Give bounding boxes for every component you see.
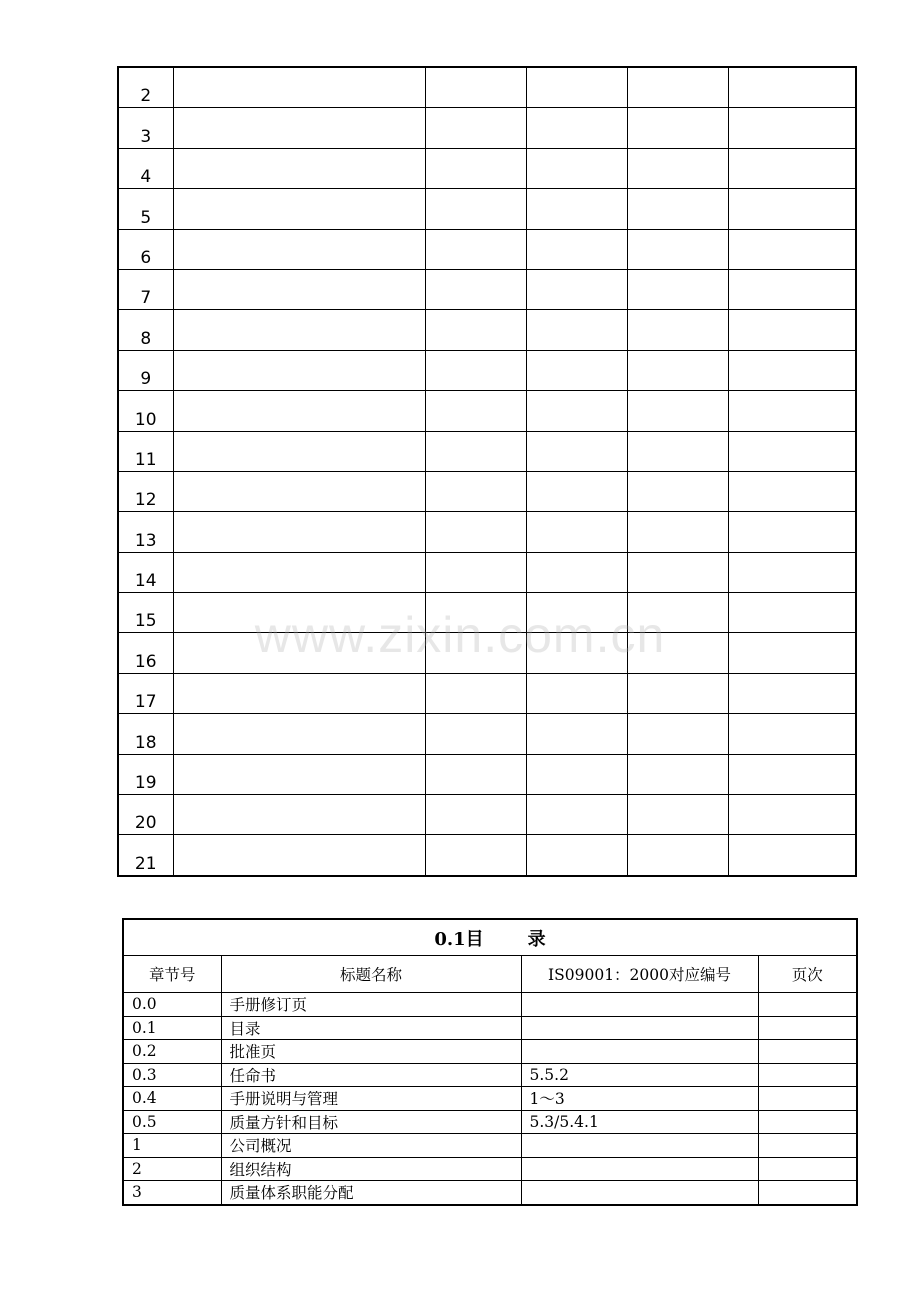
- revision-cell: [425, 431, 526, 471]
- revision-cell: [728, 350, 856, 390]
- row-page: [758, 1181, 857, 1205]
- revision-cell: [728, 471, 856, 511]
- contents-table-body: [123, 993, 857, 1205]
- revision-cell: [526, 189, 627, 229]
- revision-cell: [526, 310, 627, 350]
- revision-cell: [728, 391, 856, 431]
- revision-row-number: 19: [118, 754, 173, 794]
- revision-row-number: 6: [118, 229, 173, 269]
- revision-cell: [173, 67, 425, 108]
- contents-row: [123, 1110, 857, 1134]
- revision-cell: [627, 471, 728, 511]
- revision-cell: [627, 795, 728, 835]
- revision-row-number: 15: [118, 593, 173, 633]
- revision-cell: [526, 754, 627, 794]
- revision-cell: [728, 229, 856, 269]
- revision-cell: [627, 673, 728, 713]
- revision-row: [118, 512, 856, 552]
- revision-cell: [627, 512, 728, 552]
- row-title: 手册修订页: [221, 993, 521, 1017]
- revision-row: [118, 310, 856, 350]
- revision-cell: [425, 795, 526, 835]
- revision-row: [118, 350, 856, 390]
- revision-cell: [728, 673, 856, 713]
- contents-title: [123, 919, 857, 956]
- revision-cell: [526, 633, 627, 673]
- revision-cell: [526, 229, 627, 269]
- revision-cell: [173, 552, 425, 592]
- revision-cell: [627, 835, 728, 876]
- revision-cell: [173, 593, 425, 633]
- revision-row: [118, 67, 856, 108]
- header-section-number: 章节号: [123, 956, 221, 993]
- revision-row-number: 2: [118, 67, 173, 108]
- revision-cell: [173, 431, 425, 471]
- revision-row-number: 21: [118, 835, 173, 876]
- revision-cell: [526, 673, 627, 713]
- revision-cell: [526, 552, 627, 592]
- revision-cell: [173, 835, 425, 876]
- revision-cell: [627, 269, 728, 309]
- revision-row: [118, 148, 856, 188]
- revision-cell: [425, 512, 526, 552]
- revision-cell: [173, 350, 425, 390]
- row-page: [758, 1110, 857, 1134]
- revision-row: [118, 431, 856, 471]
- row-title: 质量体系职能分配: [221, 1181, 521, 1205]
- revision-cell: [425, 754, 526, 794]
- revision-row-number: 17: [118, 673, 173, 713]
- revision-cell: [627, 633, 728, 673]
- revision-cell: [526, 350, 627, 390]
- row-section: 0.3: [123, 1063, 221, 1087]
- revision-cell: [627, 229, 728, 269]
- revision-cell: [526, 471, 627, 511]
- revision-row-number: 5: [118, 189, 173, 229]
- revision-cell: [173, 673, 425, 713]
- contents-title-suffix: 录: [527, 928, 546, 950]
- revision-cell: [425, 633, 526, 673]
- revision-cell: [173, 189, 425, 229]
- revision-cell: [425, 552, 526, 592]
- revision-row: [118, 229, 856, 269]
- revision-cell: [728, 754, 856, 794]
- revision-cell: [425, 269, 526, 309]
- revision-table-body: [118, 67, 856, 876]
- revision-cell: [526, 269, 627, 309]
- revision-row: [118, 189, 856, 229]
- revision-cell: [728, 67, 856, 108]
- row-iso-reference: [521, 1016, 758, 1040]
- revision-cell: [425, 471, 526, 511]
- revision-cell: [627, 391, 728, 431]
- revision-cell: [728, 835, 856, 876]
- revision-cell: [425, 67, 526, 108]
- revision-row-number: 4: [118, 148, 173, 188]
- row-page: [758, 1040, 857, 1064]
- revision-cell: [728, 189, 856, 229]
- row-page: [758, 1016, 857, 1040]
- contents-title-prefix: 0.1目: [434, 928, 484, 950]
- revision-cell: [627, 108, 728, 148]
- revision-cell: [526, 431, 627, 471]
- row-title: 手册说明与管理: [221, 1087, 521, 1111]
- revision-row-number: 20: [118, 795, 173, 835]
- contents-row: [123, 1087, 857, 1111]
- revision-cell: [173, 471, 425, 511]
- revision-row: [118, 754, 856, 794]
- revision-cell: [728, 633, 856, 673]
- revision-cell: [627, 310, 728, 350]
- row-iso-reference: [521, 993, 758, 1017]
- contents-row: [123, 1063, 857, 1087]
- revision-cell: [173, 754, 425, 794]
- revision-row: [118, 108, 856, 148]
- row-title: 批准页: [221, 1040, 521, 1064]
- revision-row: [118, 471, 856, 511]
- revision-cell: [173, 714, 425, 754]
- revision-row: [118, 633, 856, 673]
- revision-row-number: 16: [118, 633, 173, 673]
- revision-cell: [627, 67, 728, 108]
- contents-row: [123, 1134, 857, 1158]
- row-section: 1: [123, 1134, 221, 1158]
- row-title: 目录: [221, 1016, 521, 1040]
- contents-row: [123, 1016, 857, 1040]
- row-page: [758, 1087, 857, 1111]
- revision-cell: [173, 229, 425, 269]
- contents-table: [122, 918, 858, 1206]
- revision-row-number: 9: [118, 350, 173, 390]
- row-title: 质量方针和目标: [221, 1110, 521, 1134]
- revision-cell: [728, 593, 856, 633]
- contents-row: [123, 1040, 857, 1064]
- revision-cell: [627, 714, 728, 754]
- revision-cell: [627, 593, 728, 633]
- contents-header-row: [123, 956, 857, 993]
- revision-row: [118, 795, 856, 835]
- revision-cell: [627, 189, 728, 229]
- row-section: 0.1: [123, 1016, 221, 1040]
- revision-cell: [526, 108, 627, 148]
- row-section: 0.5: [123, 1110, 221, 1134]
- row-section: 0.0: [123, 993, 221, 1017]
- revision-row-number: 8: [118, 310, 173, 350]
- row-iso-reference: 1～3: [521, 1087, 758, 1111]
- revision-row: [118, 593, 856, 633]
- revision-cell: [425, 148, 526, 188]
- contents-row: [123, 1181, 857, 1205]
- header-iso-reference: IS09001：2000对应编号: [521, 956, 758, 993]
- revision-row-number: 13: [118, 512, 173, 552]
- revision-cell: [728, 431, 856, 471]
- revision-row-number: 7: [118, 269, 173, 309]
- revision-cell: [728, 795, 856, 835]
- revision-cell: [173, 512, 425, 552]
- revision-row: [118, 714, 856, 754]
- revision-cell: [526, 148, 627, 188]
- revision-row: [118, 391, 856, 431]
- row-page: [758, 1134, 857, 1158]
- header-title-name: 标题名称: [221, 956, 521, 993]
- revision-cell: [526, 391, 627, 431]
- revision-cell: [526, 512, 627, 552]
- revision-cell: [728, 310, 856, 350]
- revision-row-number: 11: [118, 431, 173, 471]
- contents-title-row: [123, 919, 857, 956]
- row-section: 2: [123, 1157, 221, 1181]
- row-title: 组织结构: [221, 1157, 521, 1181]
- revision-cell: [173, 391, 425, 431]
- revision-cell: [526, 795, 627, 835]
- row-title: 任命书: [221, 1063, 521, 1087]
- revision-cell: [728, 552, 856, 592]
- revision-cell: [627, 754, 728, 794]
- revision-row-number: 12: [118, 471, 173, 511]
- revision-cell: [526, 593, 627, 633]
- row-section: 0.2: [123, 1040, 221, 1064]
- revision-cell: [425, 673, 526, 713]
- row-page: [758, 1157, 857, 1181]
- revision-cell: [425, 714, 526, 754]
- row-iso-reference: [521, 1040, 758, 1064]
- revision-cell: [425, 350, 526, 390]
- revision-cell: [173, 633, 425, 673]
- revision-cell: [173, 269, 425, 309]
- revision-cell: [425, 593, 526, 633]
- revision-row-number: 14: [118, 552, 173, 592]
- row-iso-reference: [521, 1134, 758, 1158]
- row-section: 3: [123, 1181, 221, 1205]
- revision-row-number: 18: [118, 714, 173, 754]
- revision-row: [118, 673, 856, 713]
- revision-cell: [728, 108, 856, 148]
- revision-table: [117, 66, 857, 877]
- revision-cell: [173, 795, 425, 835]
- row-iso-reference: [521, 1181, 758, 1205]
- revision-cell: [526, 714, 627, 754]
- revision-cell: [425, 310, 526, 350]
- row-page: [758, 993, 857, 1017]
- row-iso-reference: 5.3/5.4.1: [521, 1110, 758, 1134]
- revision-row: [118, 552, 856, 592]
- row-iso-reference: 5.5.2: [521, 1063, 758, 1087]
- revision-cell: [627, 552, 728, 592]
- revision-row-number: 10: [118, 391, 173, 431]
- contents-row: [123, 1157, 857, 1181]
- revision-cell: [425, 835, 526, 876]
- revision-cell: [425, 391, 526, 431]
- contents-row: [123, 993, 857, 1017]
- revision-row: [118, 835, 856, 876]
- revision-cell: [728, 148, 856, 188]
- revision-cell: [627, 431, 728, 471]
- revision-row-number: 3: [118, 108, 173, 148]
- revision-cell: [425, 108, 526, 148]
- revision-row: [118, 269, 856, 309]
- revision-cell: [627, 148, 728, 188]
- revision-cell: [425, 229, 526, 269]
- revision-cell: [627, 350, 728, 390]
- watermark: www.zixin.com.cn: [254, 607, 666, 663]
- revision-cell: [728, 269, 856, 309]
- revision-cell: [526, 67, 627, 108]
- revision-cell: [173, 148, 425, 188]
- revision-cell: [728, 714, 856, 754]
- header-page: 页次: [758, 956, 857, 993]
- row-section: 0.4: [123, 1087, 221, 1111]
- row-title: 公司概况: [221, 1134, 521, 1158]
- revision-cell: [526, 835, 627, 876]
- row-page: [758, 1063, 857, 1087]
- revision-cell: [728, 512, 856, 552]
- row-iso-reference: [521, 1157, 758, 1181]
- revision-cell: [173, 108, 425, 148]
- revision-cell: [173, 310, 425, 350]
- revision-cell: [425, 189, 526, 229]
